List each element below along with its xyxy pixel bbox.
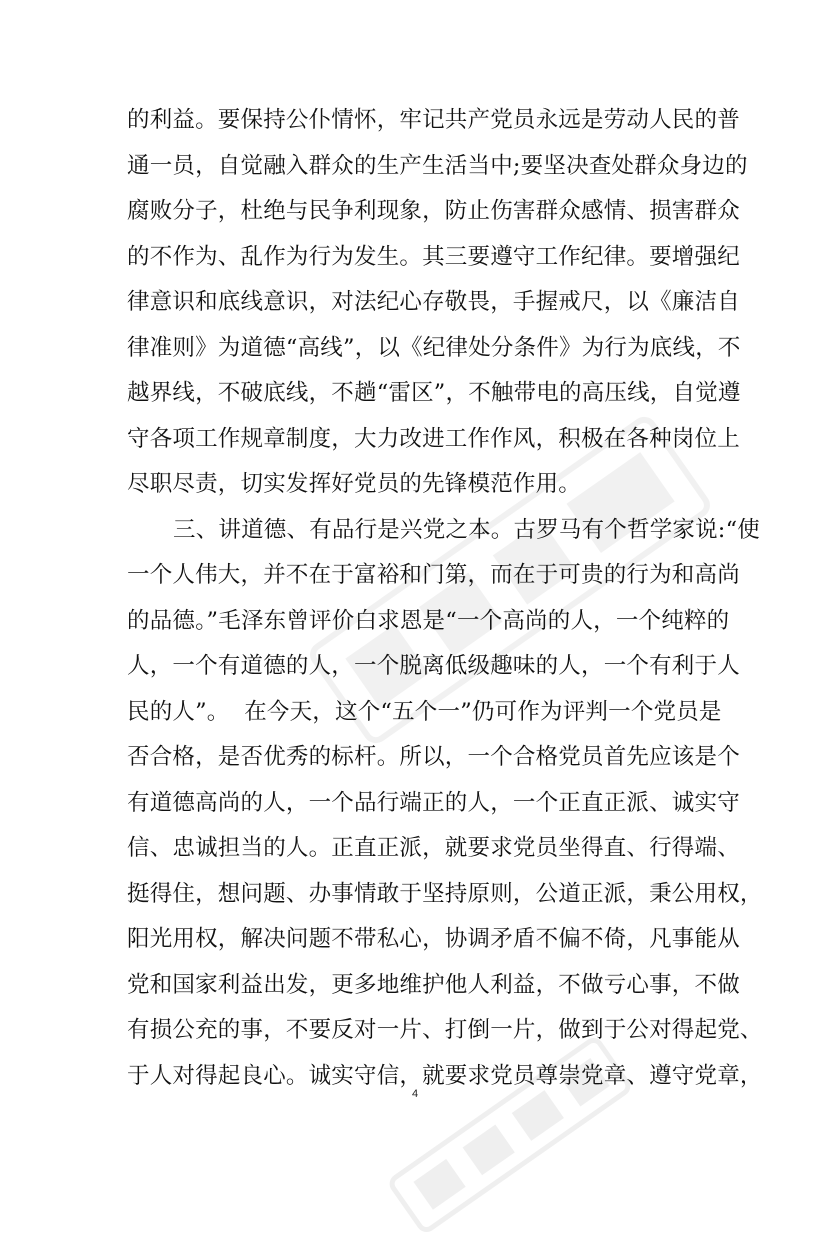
- text-line: 守各项工作规章制度，大力改进工作作风，积极在各种岗位上: [127, 425, 740, 452]
- text-line: 有损公充的事，不要反对一片、打倒一片，做到于公对得起党、: [127, 1017, 763, 1043]
- text-line: 的品德。”毛泽东曾评价白求恩是“一个高尚的人，一个纯粹的: [127, 607, 730, 634]
- text-line: 尽职尽责，切实发挥好党员的先锋模范作用。: [127, 471, 582, 497]
- body-text: [127, 98, 763, 1099]
- text-line: 有道德高尚的人，一个品行端正的人，一个正直正派、诚实守: [127, 789, 740, 816]
- text-line: 律意识和底线意识，对法纪心存敬畏，手握戒尺，以《廉洁自: [127, 289, 740, 315]
- text-line: 民的人”。 在今天，这个“五个一”仍可作为评判一个党员是: [127, 698, 722, 725]
- text-line: 阳光用权，解决问题不带私心，协调矛盾不偏不倚，凡事能从: [127, 926, 740, 952]
- text-line: 的利益。要保持公仆情怀，牢记共产党员永远是劳动人民的普: [127, 107, 740, 133]
- text-line: 一个人伟大，并不在于富裕和门第，而在于可贵的行为和高尚: [127, 562, 740, 588]
- text-line: 的不作为、乱作为行为发生。其三要遵守工作纪律。要增强纪: [127, 243, 740, 270]
- text-line: 信、忠诚担当的人。正直正派，就要求党员坐得直、行得端、: [127, 835, 740, 861]
- section-heading-line: 三、讲道德、有品行是兴党之本。古罗马有个哲学家说:“使: [173, 516, 760, 543]
- text-line: 否合格，是否优秀的标杆。所以，一个合格党员首先应该是个: [127, 744, 740, 770]
- text-line: 于人对得起良心。诚实守信，就要求党员尊崇党章、遵守党章，: [127, 1062, 763, 1089]
- text-line: 腐败分子，杜绝与民争利现象，防止伤害群众感情、损害群众: [127, 198, 740, 224]
- page-number: 4: [411, 1088, 419, 1100]
- text-line: 通一员，自觉融入群众的生产生活当中;要坚决查处群众身边的: [127, 152, 748, 179]
- text-line: 人，一个有道德的人，一个脱离低级趣味的人，一个有利于人: [127, 653, 740, 679]
- text-line: 挺得住，想问题、办事情敢于坚持原则，公道正派，秉公用权，: [127, 880, 763, 907]
- text-line: 越界线，不破底线，不趟“雷区”，不触带电的高压线，自觉遵: [127, 380, 741, 406]
- text-line: 党和国家利益出发，更多地维护他人利益，不做亏心事，不做: [127, 971, 740, 998]
- text-line: 律准则》为道德“高线”，以《纪律处分条件》为行为底线，不: [127, 334, 741, 361]
